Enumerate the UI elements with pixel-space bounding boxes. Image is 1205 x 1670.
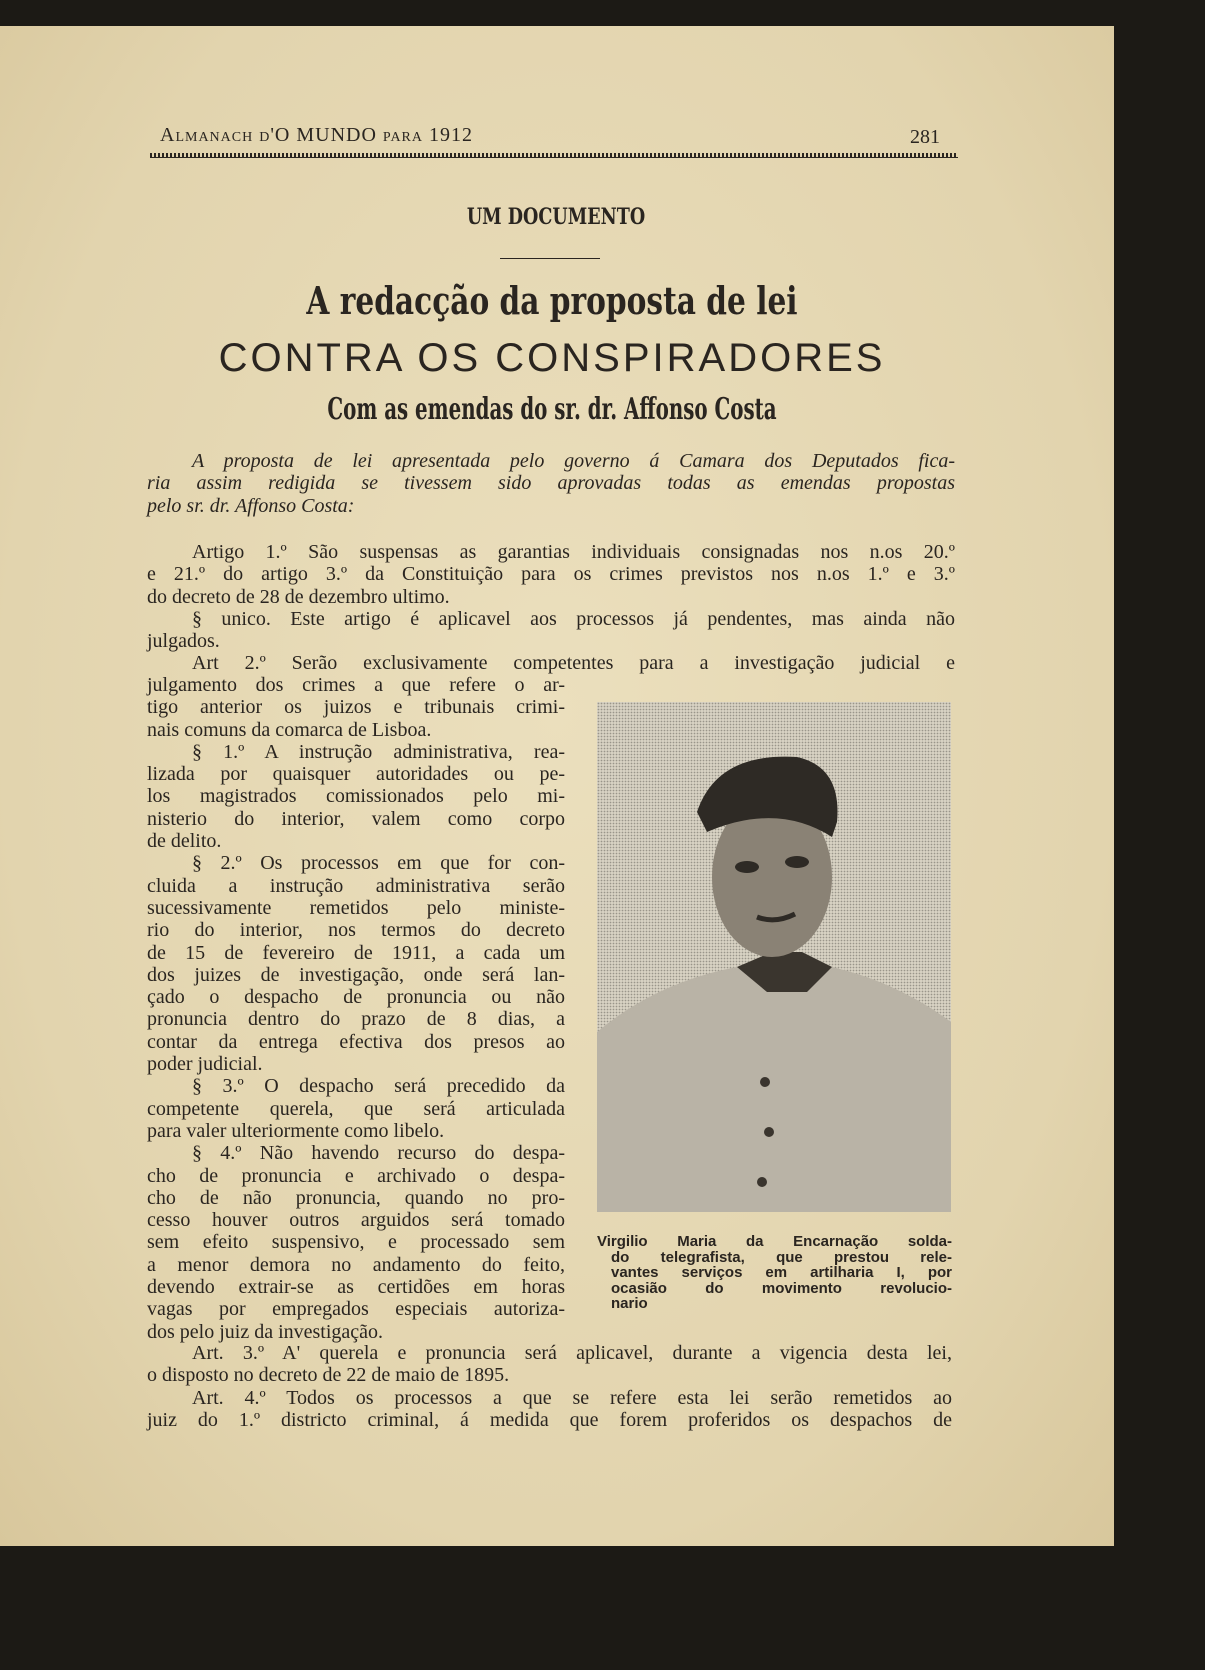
text-line: dos juizes de investigação, onde será lan-: [147, 963, 565, 986]
text-line: julgamento dos crimes a que refere o ar-: [147, 674, 565, 696]
text-line: cluida a instrução administrativa serão: [147, 874, 565, 897]
text-line: los magistrados comissionados pelo mi-: [147, 785, 565, 808]
text-line: para valer ulteriormente como libelo.: [147, 1119, 445, 1142]
text-line: çado o despacho de pronuncia ou não: [147, 986, 565, 1009]
text-line: § unico. Este artigo é aplicavel aos processos já pendentes, mas ainda não: [192, 607, 955, 630]
caption-line: Virgilio Maria da Encarnação solda-: [597, 1233, 952, 1250]
photo-caption: [597, 1234, 952, 1312]
text-line: devendo extrair-se as certidões em horas: [147, 1276, 565, 1299]
text-line: pelo sr. dr. Affonso Costa:: [147, 494, 355, 517]
text-line: ria assim redigida se tivessem sido aprovadas todas as emendas propostas: [147, 472, 955, 495]
text-line: julgados.: [147, 630, 220, 653]
text-line: competente querela, que será articulada: [147, 1097, 565, 1120]
text-line: a menor demora no andamento do feito,: [147, 1253, 565, 1276]
text-line: dos pelo juiz da investigação.: [147, 1320, 384, 1343]
divider: [500, 258, 600, 259]
headline-secondary: CONTRA OS CONSPIRADORES: [218, 336, 886, 380]
text-line: pronuncia dentro do prazo de 8 dias, a: [147, 1008, 565, 1031]
page-number: 281: [910, 126, 940, 148]
text-line: o disposto no decreto de 22 de maio de 1895.: [147, 1364, 510, 1387]
portrait-photo: [597, 702, 951, 1212]
caption-line: nario: [611, 1295, 648, 1312]
text-line: poder judicial.: [147, 1053, 263, 1076]
text-line: Art. 3.º A' querela e pronuncia será aplicavel, durante a vigencia desta lei,: [192, 1342, 952, 1364]
intro-paragraph: [147, 450, 955, 517]
caption-line: ocasião do movimento revolucio-: [611, 1279, 952, 1297]
caption-line: vantes serviços em artilharia I, por: [611, 1264, 952, 1281]
header-ornamental-rule: [150, 153, 958, 158]
text-line: contar da entrega efectiva dos presos ao: [147, 1030, 565, 1053]
text-line: de delito.: [147, 830, 222, 853]
body-text-column: [147, 674, 565, 1343]
text-line: cho de não pronuncia, quando no pro-: [147, 1186, 565, 1209]
text-line: § 4.º Não havendo recurso do despa-: [192, 1142, 565, 1165]
text-line: Art 2.º Serão exclusivamente competentes para a investigação judicial e: [192, 652, 955, 675]
text-line: nisterio do interior, valem como corpo: [147, 807, 565, 830]
caption-line: do telegrafista, que prestou rele-: [611, 1248, 952, 1266]
page-paper: [0, 26, 1114, 1546]
text-line: cho de pronuncia e archivado o despa-: [147, 1164, 565, 1187]
section-label: UM DOCUMENTO: [466, 204, 646, 230]
text-line: vagas por empregados especiais autoriza-: [147, 1298, 565, 1321]
text-line: A proposta de lei apresentada pelo governo á Camara dos Deputados fica-: [192, 450, 955, 472]
text-line: § 1.º A instrução administrativa, rea-: [192, 740, 565, 763]
subheadline: Com as emendas do sr. dr. Affonso Costa: [327, 392, 777, 427]
text-line: Art. 4.º Todos os processos a que se refere esta lei serão remetidos ao: [192, 1386, 952, 1409]
text-line: § 2.º Os processos em que for con-: [192, 852, 565, 875]
text-line: juiz do 1.º districto criminal, á medida que forem proferidos os despachos de: [147, 1408, 952, 1431]
text-line: Artigo 1.º São suspensas as garantias individuais consignadas nos n.os 20.º: [192, 541, 955, 563]
text-line: tigo anterior os juizos e tribunais crimi-: [147, 696, 565, 719]
text-line: de 15 de fevereiro de 1911, a cada um: [147, 941, 565, 964]
text-line: do decreto de 28 de dezembro ultimo.: [147, 585, 450, 608]
body-text-bottom: [147, 1342, 952, 1431]
text-line: nais comuns da comarca de Lisboa.: [147, 718, 432, 741]
text-line: § 3.º O despacho será precedido da: [192, 1075, 565, 1098]
body-text-top: [147, 541, 955, 675]
text-line: lizada por quaisquer autoridades ou pe-: [147, 763, 565, 786]
running-header-title: Almanach d'O MUNDO para 1912: [160, 124, 473, 146]
text-line: e 21.º do artigo 3.º da Constituição para os crimes previstos nos n.os 1.º e 3.º: [147, 563, 955, 586]
headline: A redacção da proposta de lei: [306, 278, 798, 323]
text-line: sucessivamente remetidos pelo ministe-: [147, 896, 565, 919]
text-line: cesso houver outros arguidos será tomado: [147, 1209, 565, 1232]
text-line: sem efeito suspensivo, e processado sem: [147, 1231, 565, 1254]
text-line: rio do interior, nos termos do decreto: [147, 919, 565, 942]
